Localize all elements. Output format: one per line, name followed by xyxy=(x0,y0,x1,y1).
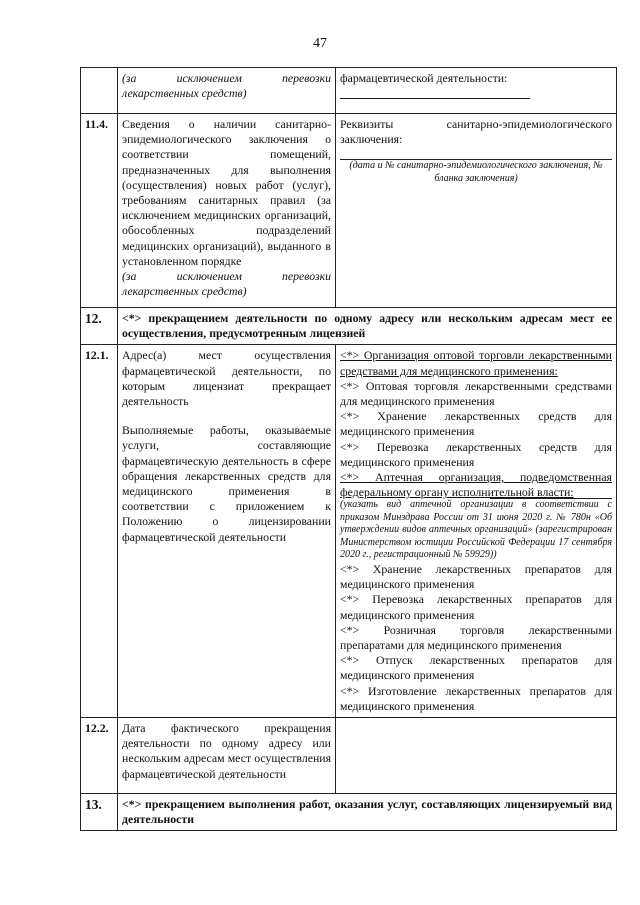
wholesale-trade-option[interactable]: <*> Оптовая торговля лекарственными средствами для медицинского применения xyxy=(340,378,612,409)
pharmacy-organization-option[interactable]: <*> Аптечная организация, подведомственная федеральному органу исполнительной власти: xyxy=(340,470,612,500)
works-options-cell xyxy=(336,345,617,718)
table-row xyxy=(81,793,617,830)
works-label: Выполняемые работы, оказываемые услуги, составляющие фармацевтическую деятельность в сфере обращения лекарственных средств для медицинского применения в соответствии с приложением к Положению о лицензировании фармацевтической деятельности xyxy=(122,423,331,544)
storage-drugs-option[interactable]: <*> Хранение лекарственных препаратов для медицинского применения xyxy=(340,561,612,592)
manufacturing-drugs-option[interactable]: <*> Изготовление лекарственных препаратов для медицинского применения xyxy=(340,683,612,713)
activity-label: фармацевтической деятельности: xyxy=(340,71,508,85)
table-row xyxy=(81,308,617,345)
spacer xyxy=(122,409,331,423)
table-row xyxy=(81,114,617,308)
sanitary-conclusion-details-cell xyxy=(336,114,617,308)
dispensing-drugs-option[interactable]: <*> Отпуск лекарственных препаратов для медицинского применения xyxy=(340,653,612,683)
row-number: 12. xyxy=(81,308,118,345)
table-row xyxy=(81,717,617,793)
retail-trade-option[interactable]: <*> Розничная торговля лекарственными препаратами для медицинского применения xyxy=(340,622,612,652)
addresses-and-works-cell xyxy=(118,345,336,718)
transport-exclusion-note: (за исключением перевозки лекарственных средств) xyxy=(118,68,336,114)
sanitary-conclusion-info-cell xyxy=(118,114,336,308)
termination-date-label: Дата фактического прекращения деятельности по одному адресу или нескольким адресам мест осуществления фармацевтической деятельности xyxy=(118,717,336,793)
transport-substances-option[interactable]: <*> Перевозка лекарственных средств для медицинского применения xyxy=(340,439,612,469)
transport-drugs-option[interactable]: <*> Перевозка лекарственных препаратов для медицинского применения xyxy=(340,592,612,622)
row-number: 11.4. xyxy=(81,114,118,308)
row-number-cell xyxy=(81,68,118,114)
section-heading-works-termination: <*> прекращением выполнения работ, оказания услуг, составляющих лицензируемый вид деятельности xyxy=(118,793,617,830)
table-row xyxy=(81,68,617,114)
sanitary-conclusion-description: Сведения о наличии санитарно-эпидемиологического заключения о соответствии помещений, предназначенных для выполнения (осуществления) новых работ (услуг), требованиям санитарных правил (за исключением медицинских организаций, обособленных подразделений медицинских организаций), выданного в установленном порядке xyxy=(122,117,331,268)
row-number: 13. xyxy=(81,793,118,830)
sanitary-conclusion-requisites-label: Реквизиты санитарно-эпидемиологического заключения: xyxy=(340,117,612,147)
wholesale-organization-option[interactable]: <*> Организация оптовой торговли лекарственными средствами для медицинского применения: xyxy=(340,348,612,378)
row-number: 12.1. xyxy=(81,345,118,718)
transport-exclusion-note: (за исключением перевозки лекарственных средств) xyxy=(122,269,331,299)
sanitary-conclusion-fill-line[interactable] xyxy=(340,147,612,160)
activity-fill-line[interactable] xyxy=(340,86,530,99)
sanitary-conclusion-hint: (дата и № санитарно-эпидемиологического заключения, № бланка заключения) xyxy=(349,160,603,184)
table-row xyxy=(81,345,617,718)
termination-date-field[interactable] xyxy=(336,717,617,793)
page-number: 47 xyxy=(313,36,327,51)
section-heading-address-termination: <*> прекращением деятельности по одному адресу или нескольким адресам мест ее осуществления, предусмотренным лицензией xyxy=(118,308,617,345)
activity-continuation-cell xyxy=(336,68,617,114)
addresses-label: Адрес(а) мест осуществления фармацевтической деятельности, по которым лицензиат прекращает деятельность xyxy=(122,348,331,409)
row-number: 12.2. xyxy=(81,717,118,793)
pharmacy-type-hint: (указать вид аптечной организации в соответствии с приказом Минздрава России от 31 июня 2020 г. № 780н «Об утверждении видов аптечных организаций» (зарегистрирован Министерством юстиции Российской Федерации 17 сентября 2020 г., регистрационный № 59929)) xyxy=(340,499,612,561)
storage-substances-option[interactable]: <*> Хранение лекарственных средств для медицинского применения xyxy=(340,409,612,439)
license-form-table xyxy=(80,67,617,831)
